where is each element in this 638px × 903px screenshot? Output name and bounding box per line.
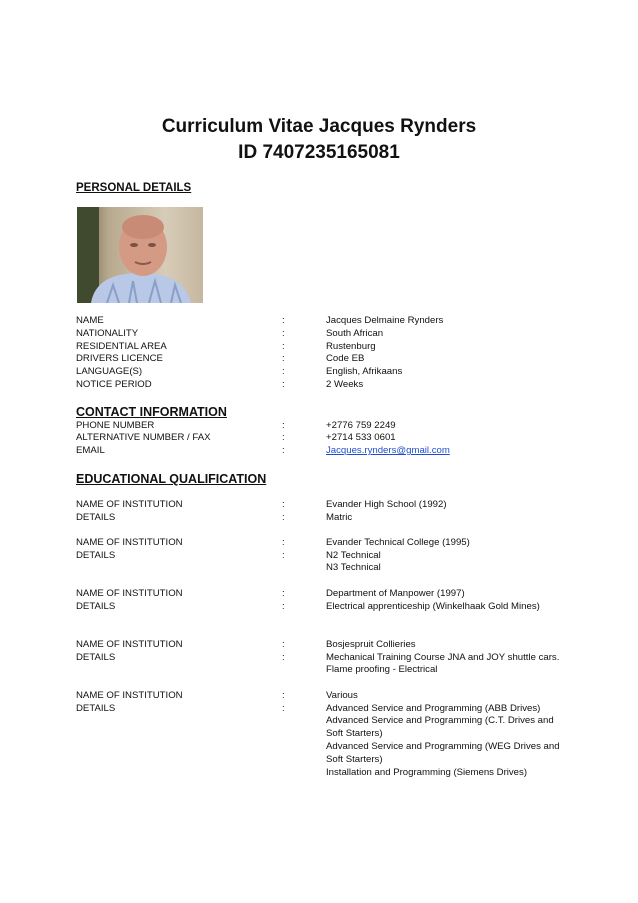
- separator: :: [282, 703, 285, 714]
- separator: :: [282, 420, 285, 431]
- cv-title: Curriculum Vitae Jacques Rynders: [161, 116, 477, 137]
- separator: :: [282, 601, 285, 612]
- personal-value: Jacques Delmaine Rynders: [326, 315, 444, 326]
- contact-label: EMAIL: [76, 445, 105, 456]
- separator: :: [282, 499, 285, 510]
- contact-value: +2714 533 0601: [326, 432, 396, 443]
- separator: :: [282, 639, 285, 650]
- section-personal-details: PERSONAL DETAILS: [76, 182, 192, 194]
- details-value: Advanced Service and Programming (C.T. Drives and: [326, 715, 554, 726]
- details-value: N3 Technical: [326, 562, 381, 573]
- institution-value: Department of Manpower (1997): [326, 588, 465, 599]
- details-value: Flame proofing - Electrical: [326, 664, 438, 675]
- details-value: Soft Starters): [326, 754, 383, 765]
- personal-value: Code EB: [326, 353, 365, 364]
- separator: :: [282, 379, 285, 390]
- education-label: NAME OF INSTITUTION: [76, 537, 183, 548]
- details-value: Soft Starters): [326, 728, 383, 739]
- details-value: Mechanical Training Course JNA and JOY shuttle cars.: [326, 652, 560, 663]
- personal-value: English, Afrikaans: [326, 366, 403, 377]
- institution-value: Evander High School (1992): [326, 499, 447, 510]
- education-label: NAME OF INSTITUTION: [76, 588, 183, 599]
- details-value: Advanced Service and Programming (WEG Drives and: [326, 741, 560, 752]
- personal-value: Rustenburg: [326, 341, 376, 352]
- personal-value: South African: [326, 328, 384, 339]
- contact-label: PHONE NUMBER: [76, 420, 155, 431]
- separator: :: [282, 537, 285, 548]
- details-value: Installation and Programming (Siemens Drives): [326, 767, 528, 778]
- personal-label: NATIONALITY: [76, 328, 139, 339]
- separator: :: [282, 550, 285, 561]
- personal-label: NAME: [76, 315, 104, 326]
- separator: :: [282, 445, 285, 456]
- separator: :: [282, 432, 285, 443]
- separator: :: [282, 588, 285, 599]
- separator: :: [282, 353, 285, 364]
- separator: :: [282, 512, 285, 523]
- details-value: N2 Technical: [326, 550, 381, 561]
- separator: :: [282, 652, 285, 663]
- details-value: Advanced Service and Programming (ABB Drives): [326, 703, 541, 714]
- institution-value: Bosjespruit Collieries: [326, 639, 416, 650]
- details-value: Electrical apprenticeship (Winkelhaak Gold Mines): [326, 601, 540, 612]
- personal-label: NOTICE PERIOD: [76, 379, 152, 390]
- section-educational-qualification: EDUCATIONAL QUALIFICATION: [76, 472, 267, 486]
- personal-label: DRIVERS LICENCE: [76, 353, 163, 364]
- contact-value: +2776 759 2249: [326, 420, 396, 431]
- personal-label: LANGUAGE(S): [76, 366, 143, 377]
- education-label: NAME OF INSTITUTION: [76, 639, 183, 650]
- section-contact-information: CONTACT INFORMATION: [76, 405, 227, 419]
- separator: :: [282, 315, 285, 326]
- contact-label: ALTERNATIVE NUMBER / FAX: [76, 432, 211, 443]
- institution-value: Various: [326, 690, 358, 701]
- personal-value: 2 Weeks: [326, 379, 364, 390]
- education-label: DETAILS: [76, 703, 116, 714]
- separator: :: [282, 366, 285, 377]
- education-label: DETAILS: [76, 550, 116, 561]
- education-label: DETAILS: [76, 512, 116, 523]
- details-value: Matric: [326, 512, 353, 523]
- education-label: DETAILS: [76, 652, 116, 663]
- profile-photo: [77, 207, 203, 303]
- personal-label: RESIDENTIAL AREA: [76, 341, 167, 352]
- cv-id: ID 7407235165081: [238, 142, 400, 163]
- education-label: NAME OF INSTITUTION: [76, 690, 183, 701]
- education-label: DETAILS: [76, 601, 116, 612]
- institution-value: Evander Technical College (1995): [326, 537, 470, 548]
- separator: :: [282, 328, 285, 339]
- separator: :: [282, 341, 285, 352]
- email-link[interactable]: Jacques.rynders@gmail.com: [326, 445, 450, 456]
- education-label: NAME OF INSTITUTION: [76, 499, 183, 510]
- separator: :: [282, 690, 285, 701]
